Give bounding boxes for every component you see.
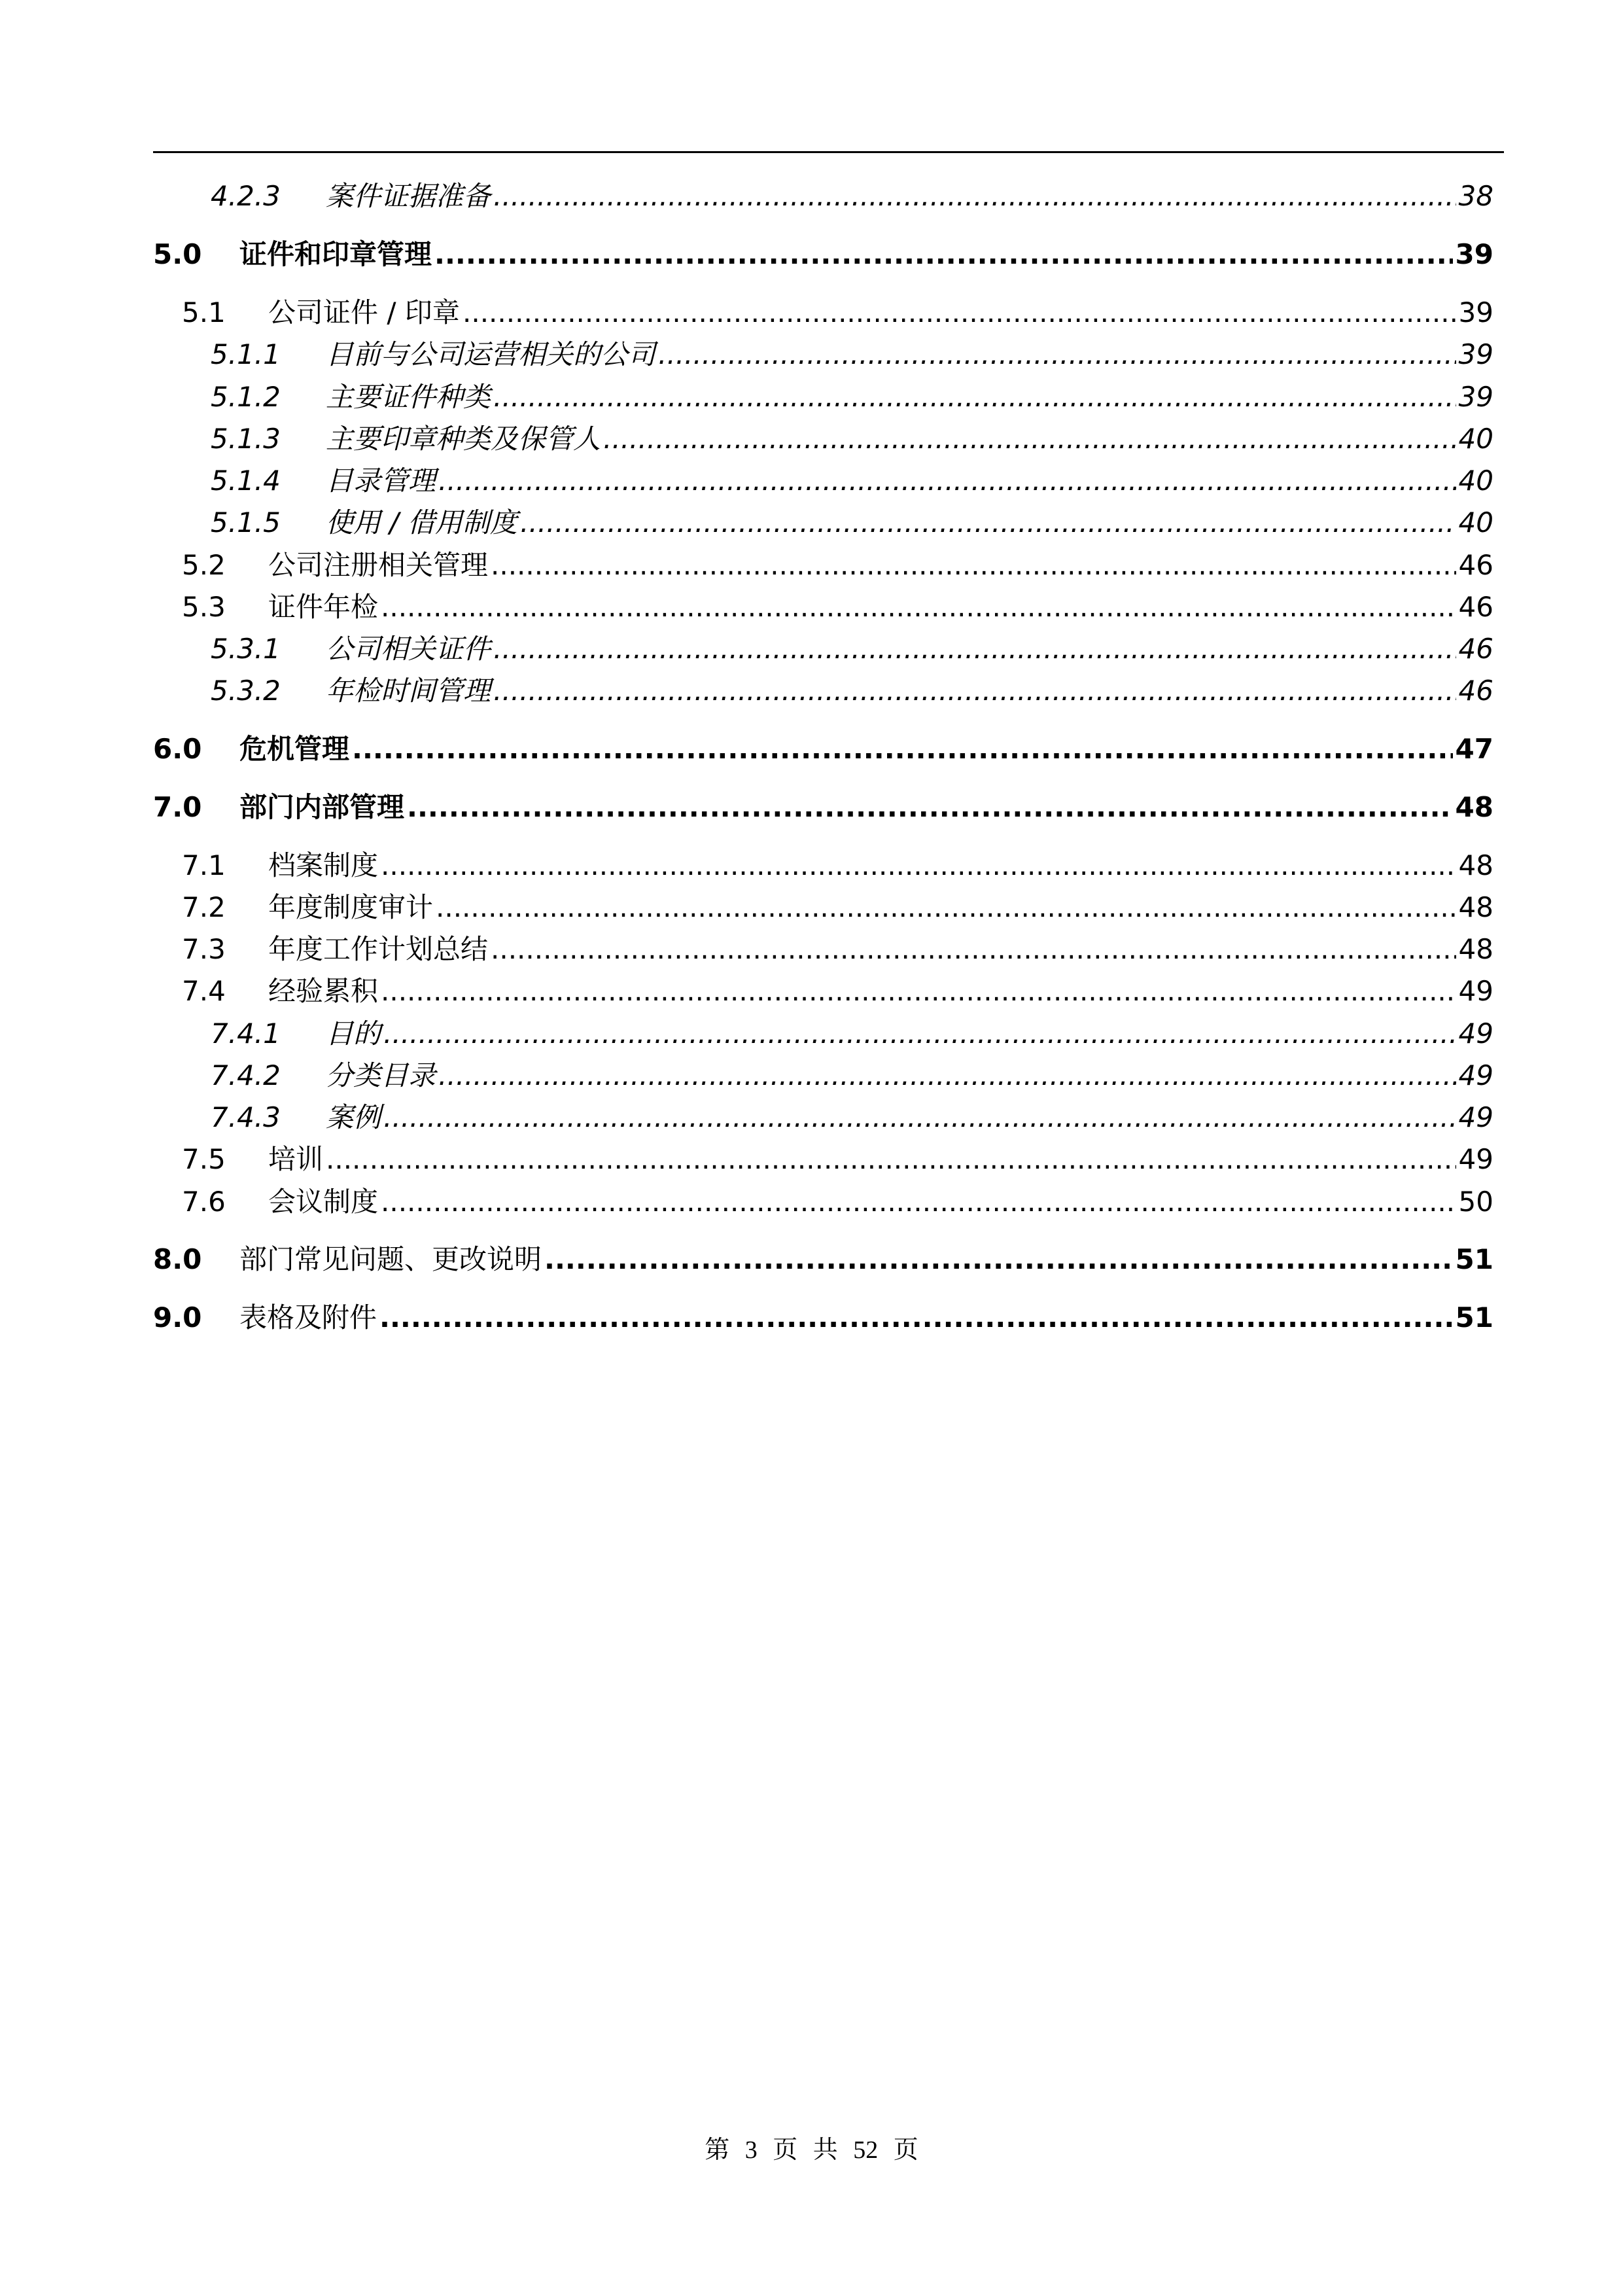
toc-dot-leader bbox=[352, 730, 1453, 768]
toc-entry-title: 案例 bbox=[326, 1101, 381, 1133]
toc-dot-leader bbox=[493, 630, 1456, 668]
toc-entry-page-number: 51 bbox=[1455, 1301, 1493, 1333]
toc-entry[interactable] bbox=[0, 847, 1623, 885]
toc-entry-title: 证件年检 bbox=[268, 591, 379, 623]
toc-entry-number: 5.0 bbox=[153, 238, 202, 270]
toc-entry-title: 年度工作计划总结 bbox=[268, 933, 489, 965]
toc-entry-page-number: 51 bbox=[1455, 1243, 1493, 1275]
toc-entry-number: 5.1.4 bbox=[211, 465, 281, 497]
toc-dot-leader bbox=[520, 504, 1456, 542]
toc-entry-title: 年度制度审计 bbox=[268, 891, 434, 923]
toc-dot-leader bbox=[438, 1057, 1456, 1095]
toc-entry-title: 目的 bbox=[326, 1017, 381, 1050]
toc-entry-page-number: 40 bbox=[1458, 506, 1493, 539]
toc-entry-number: 7.1 bbox=[182, 849, 226, 881]
toc-entry[interactable] bbox=[0, 546, 1623, 584]
toc-entry-title: 部门内部管理 bbox=[239, 791, 405, 823]
toc-entry-page-number: 40 bbox=[1458, 423, 1493, 455]
toc-entry[interactable] bbox=[0, 889, 1623, 927]
toc-entry-number: 7.4.2 bbox=[211, 1059, 281, 1091]
toc-entry-title: 表格及附件 bbox=[239, 1301, 377, 1333]
toc-entry[interactable] bbox=[0, 930, 1623, 968]
toc-entry[interactable] bbox=[0, 462, 1623, 500]
toc-dot-leader bbox=[383, 1099, 1456, 1137]
toc-entry-number: 5.1.5 bbox=[211, 506, 281, 539]
toc-entry-number: 5.3.2 bbox=[211, 675, 281, 707]
toc-entry-number: 5.1 bbox=[182, 296, 226, 328]
toc-entry-title: 主要证件种类 bbox=[326, 381, 491, 413]
toc-entry-title: 部门常见问题、更改说明 bbox=[239, 1243, 542, 1275]
toc-entry[interactable] bbox=[0, 236, 1623, 274]
toc-entry-number: 9.0 bbox=[153, 1301, 202, 1333]
toc-entry[interactable] bbox=[0, 972, 1623, 1010]
toc-entry-page-number: 47 bbox=[1455, 733, 1493, 765]
toc-entry[interactable] bbox=[0, 1183, 1623, 1221]
toc-entry-title: 培训 bbox=[268, 1143, 324, 1175]
toc-entry-page-number: 39 bbox=[1458, 338, 1493, 370]
toc-entry[interactable] bbox=[0, 294, 1623, 332]
toc-dot-leader bbox=[434, 236, 1453, 274]
toc-entry[interactable] bbox=[0, 1057, 1623, 1095]
toc-entry-number: 5.1.1 bbox=[211, 338, 281, 370]
toc-entry[interactable] bbox=[0, 1299, 1623, 1337]
page-footer: 第 3 页 共 52 页 bbox=[705, 2136, 918, 2164]
toc-entry-page-number: 49 bbox=[1458, 1143, 1493, 1175]
toc-entry-title: 证件和印章管理 bbox=[239, 238, 432, 270]
toc-entry-page-number: 46 bbox=[1458, 675, 1493, 707]
toc-entry-number: 4.2.3 bbox=[211, 180, 281, 212]
toc-entry-page-number: 49 bbox=[1458, 1101, 1493, 1133]
toc-entry-title: 会议制度 bbox=[268, 1186, 379, 1218]
toc-dot-leader bbox=[381, 847, 1456, 885]
toc-dot-leader bbox=[462, 294, 1456, 332]
toc-dot-leader bbox=[493, 672, 1456, 710]
toc-entry-page-number: 39 bbox=[1458, 296, 1493, 328]
toc-dot-leader bbox=[436, 889, 1456, 927]
toc-dot-leader bbox=[381, 1183, 1456, 1221]
toc-dot-leader bbox=[544, 1241, 1453, 1279]
toc-entry[interactable] bbox=[0, 1140, 1623, 1178]
toc-entry-page-number: 49 bbox=[1458, 1017, 1493, 1050]
toc-entry[interactable] bbox=[0, 504, 1623, 542]
toc-entry-number: 5.3 bbox=[182, 591, 226, 623]
toc-entry-number: 5.3.1 bbox=[211, 633, 281, 665]
toc-entry[interactable] bbox=[0, 1015, 1623, 1053]
toc-entry-page-number: 46 bbox=[1458, 591, 1493, 623]
toc-dot-leader bbox=[493, 378, 1456, 416]
toc-dot-leader bbox=[381, 588, 1456, 626]
toc-entry[interactable] bbox=[0, 177, 1623, 215]
toc-entry-page-number: 48 bbox=[1458, 849, 1493, 881]
toc-entry[interactable] bbox=[0, 336, 1623, 374]
toc-entry-number: 7.5 bbox=[182, 1143, 226, 1175]
toc-entry-number: 7.4.1 bbox=[211, 1017, 281, 1050]
toc-entry-page-number: 48 bbox=[1458, 933, 1493, 965]
toc-entry-title: 年检时间管理 bbox=[326, 675, 491, 707]
toc-entry[interactable] bbox=[0, 420, 1623, 458]
toc-entry-page-number: 48 bbox=[1458, 891, 1493, 923]
toc-dot-leader bbox=[493, 177, 1456, 215]
toc-entry-page-number: 50 bbox=[1458, 1186, 1493, 1218]
toc-entry-title: 公司证件 / 印章 bbox=[268, 296, 460, 328]
toc-entry[interactable] bbox=[0, 1241, 1623, 1279]
toc-entry-number: 7.0 bbox=[153, 791, 202, 823]
toc-dot-leader bbox=[379, 1299, 1453, 1337]
toc-entry-page-number: 49 bbox=[1458, 1059, 1493, 1091]
toc-entry-page-number: 49 bbox=[1458, 975, 1493, 1007]
toc-entry-page-number: 46 bbox=[1458, 633, 1493, 665]
toc-entry[interactable] bbox=[0, 788, 1623, 826]
toc-dot-leader bbox=[381, 972, 1456, 1010]
toc-dot-leader bbox=[491, 930, 1456, 968]
toc-entry-page-number: 39 bbox=[1455, 238, 1493, 270]
toc-entry-number: 7.4 bbox=[182, 975, 226, 1007]
toc-entry-title: 公司相关证件 bbox=[326, 633, 491, 665]
toc-entry-title: 档案制度 bbox=[268, 849, 379, 881]
toc-entry-title: 分类目录 bbox=[326, 1059, 436, 1091]
toc-dot-leader bbox=[603, 420, 1456, 458]
toc-entry-title: 主要印章种类及保管人 bbox=[326, 423, 601, 455]
toc-entry-number: 7.4.3 bbox=[211, 1101, 281, 1133]
toc-entry-title: 目录管理 bbox=[326, 465, 436, 497]
toc-entry-page-number: 40 bbox=[1458, 465, 1493, 497]
toc-entry-number: 7.3 bbox=[182, 933, 226, 965]
toc-entry-title: 经验累积 bbox=[268, 975, 379, 1007]
toc-dot-leader bbox=[326, 1140, 1456, 1178]
toc-entry[interactable] bbox=[0, 672, 1623, 710]
toc-entry-number: 7.2 bbox=[182, 891, 226, 923]
toc-entry-number: 8.0 bbox=[153, 1243, 202, 1275]
toc-dot-leader bbox=[438, 462, 1456, 500]
toc-dot-leader bbox=[407, 788, 1453, 826]
toc-entry-number: 5.1.3 bbox=[211, 423, 281, 455]
toc-entry-page-number: 38 bbox=[1458, 180, 1493, 212]
toc-entry-number: 5.2 bbox=[182, 549, 226, 581]
toc-entry[interactable] bbox=[0, 378, 1623, 416]
toc-dot-leader bbox=[383, 1015, 1456, 1053]
toc-dot-leader bbox=[658, 336, 1456, 374]
toc-entry-number: 7.6 bbox=[182, 1186, 226, 1218]
toc-entry-page-number: 48 bbox=[1455, 791, 1493, 823]
toc-entry-title: 案件证据准备 bbox=[326, 180, 491, 212]
toc-entry[interactable] bbox=[0, 1099, 1623, 1137]
toc-entry-title: 使用 / 借用制度 bbox=[326, 506, 517, 539]
toc-entry[interactable] bbox=[0, 730, 1623, 768]
toc-entry-title: 公司注册相关管理 bbox=[268, 549, 489, 581]
toc-entry-number: 5.1.2 bbox=[211, 381, 281, 413]
toc-entry-page-number: 46 bbox=[1458, 549, 1493, 581]
toc-entry-number: 6.0 bbox=[153, 733, 202, 765]
toc-entry[interactable] bbox=[0, 630, 1623, 668]
toc-entry-title: 危机管理 bbox=[239, 733, 350, 765]
toc-entry-title: 目前与公司运营相关的公司 bbox=[326, 338, 656, 370]
toc-entry[interactable] bbox=[0, 588, 1623, 626]
toc-dot-leader bbox=[491, 546, 1456, 584]
toc-entry-page-number: 39 bbox=[1458, 381, 1493, 413]
